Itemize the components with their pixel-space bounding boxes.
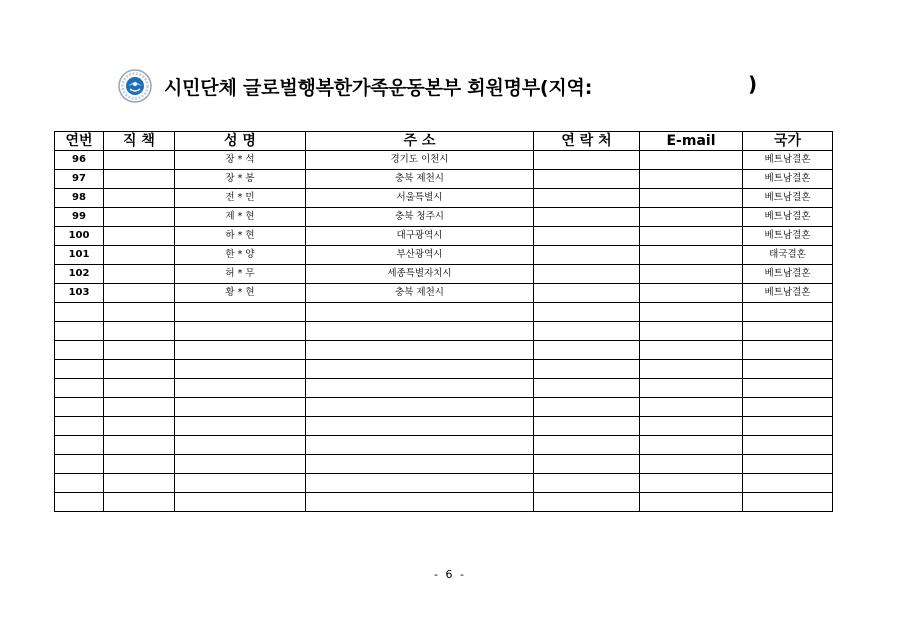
name-cell: 하 * 현 [175,227,306,246]
contact-cell [534,493,640,512]
email-cell [640,417,743,436]
address-cell [306,322,534,341]
role-cell [104,227,175,246]
address-cell: 부산광역시 [306,246,534,265]
name-cell: 한 * 양 [175,246,306,265]
empty-table-row [55,322,833,341]
email-cell [640,303,743,322]
country-cell [743,379,833,398]
contact-cell [534,322,640,341]
country-cell [743,493,833,512]
name-cell: 장 * 봉 [175,170,306,189]
role-cell [104,341,175,360]
contact-cell [534,474,640,493]
row-number [55,398,104,417]
name-cell [175,417,306,436]
address-cell [306,379,534,398]
role-cell [104,493,175,512]
role-cell [104,265,175,284]
table-row [55,265,833,284]
email-cell [640,189,743,208]
column-header: 연번 [55,132,104,151]
role-cell [104,189,175,208]
country-cell: 베트남결혼 [743,284,833,303]
row-number: 100 [55,227,104,246]
contact-cell [534,265,640,284]
address-cell: 서울특별시 [306,189,534,208]
table-body [55,151,833,512]
role-cell [104,436,175,455]
email-cell [640,151,743,170]
role-cell [104,170,175,189]
empty-table-row [55,417,833,436]
country-cell [743,360,833,379]
name-cell [175,303,306,322]
empty-table-row [55,474,833,493]
empty-table-row [55,303,833,322]
table-row [55,170,833,189]
table-header-row [55,132,833,151]
email-cell [640,493,743,512]
row-number [55,474,104,493]
address-cell [306,493,534,512]
empty-table-row [55,360,833,379]
role-cell [104,455,175,474]
row-number [55,436,104,455]
empty-table-row [55,379,833,398]
email-cell [640,360,743,379]
contact-cell [534,417,640,436]
name-cell [175,398,306,417]
address-cell: 충북 제천시 [306,170,534,189]
document-title-text: 시민단체 글로벌행복한가족운동본부 회원명부(지역: [164,76,593,99]
contact-cell [534,398,640,417]
email-cell [640,322,743,341]
name-cell: 장 * 석 [175,151,306,170]
role-cell [104,398,175,417]
address-cell [306,341,534,360]
row-number [55,379,104,398]
role-cell [104,284,175,303]
name-cell: 황 * 현 [175,284,306,303]
role-cell [104,474,175,493]
contact-cell [534,379,640,398]
row-number: 102 [55,265,104,284]
email-cell [640,284,743,303]
address-cell [306,303,534,322]
role-cell [104,322,175,341]
name-cell: 전 * 민 [175,189,306,208]
role-cell [104,208,175,227]
country-cell [743,455,833,474]
address-cell: 경기도 이천시 [306,151,534,170]
table-row [55,208,833,227]
contact-cell [534,189,640,208]
name-cell [175,436,306,455]
contact-cell [534,208,640,227]
country-cell: 베트남결혼 [743,227,833,246]
address-cell: 충북 제천시 [306,284,534,303]
name-cell: 제 * 현 [175,208,306,227]
column-header: E-mail [640,132,743,151]
column-header: 주 소 [306,132,534,151]
email-cell [640,227,743,246]
name-cell [175,455,306,474]
row-number [55,417,104,436]
contact-cell [534,246,640,265]
address-cell [306,474,534,493]
contact-cell [534,303,640,322]
country-cell: 베트남결혼 [743,208,833,227]
table-row [55,189,833,208]
address-cell [306,436,534,455]
country-cell [743,436,833,455]
email-cell [640,398,743,417]
country-cell: 베트남결혼 [743,151,833,170]
address-cell: 세종특별자치시 [306,265,534,284]
contact-cell [534,360,640,379]
name-cell [175,341,306,360]
name-cell [175,474,306,493]
email-cell [640,455,743,474]
empty-table-row [55,341,833,360]
role-cell [104,151,175,170]
email-cell [640,208,743,227]
name-cell [175,360,306,379]
address-cell: 대구광역시 [306,227,534,246]
email-cell [640,436,743,455]
address-cell [306,455,534,474]
name-cell [175,322,306,341]
email-cell [640,170,743,189]
column-header: 성 명 [175,132,306,151]
row-number [55,493,104,512]
role-cell [104,360,175,379]
address-cell: 충북 청주시 [306,208,534,227]
row-number: 98 [55,189,104,208]
row-number: 96 [55,151,104,170]
name-cell [175,379,306,398]
email-cell [640,246,743,265]
organization-logo-icon [118,69,152,103]
row-number [55,322,104,341]
email-cell [640,341,743,360]
row-number [55,360,104,379]
contact-cell [534,170,640,189]
row-number: 97 [55,170,104,189]
table-row [55,227,833,246]
row-number: 99 [55,208,104,227]
role-cell [104,303,175,322]
country-cell: 베트남결혼 [743,265,833,284]
country-cell [743,322,833,341]
name-cell [175,493,306,512]
row-number [55,303,104,322]
role-cell [104,417,175,436]
table-row [55,246,833,265]
address-cell [306,360,534,379]
column-header: 직 책 [104,132,175,151]
email-cell [640,379,743,398]
empty-table-row [55,455,833,474]
row-number [55,341,104,360]
member-roster-table [54,131,833,512]
email-cell [640,474,743,493]
contact-cell [534,284,640,303]
email-cell [640,265,743,284]
empty-table-row [55,436,833,455]
contact-cell [534,341,640,360]
contact-cell [534,227,640,246]
table-row [55,284,833,303]
address-cell [306,398,534,417]
country-cell [743,417,833,436]
name-cell: 허 * 무 [175,265,306,284]
country-cell: 태국결혼 [743,246,833,265]
document-title-close: ) [748,72,758,96]
address-cell [306,417,534,436]
contact-cell [534,455,640,474]
row-number [55,455,104,474]
table-row [55,151,833,170]
document-title [118,68,592,104]
role-cell [104,246,175,265]
empty-table-row [55,398,833,417]
empty-table-row [55,493,833,512]
row-number: 103 [55,284,104,303]
country-cell [743,303,833,322]
country-cell: 베트남결혼 [743,170,833,189]
country-cell [743,398,833,417]
page-number: - 6 - [434,568,466,581]
row-number: 101 [55,246,104,265]
country-cell [743,341,833,360]
contact-cell [534,151,640,170]
column-header: 연 락 처 [534,132,640,151]
country-cell: 베트남결혼 [743,189,833,208]
column-header: 국가 [743,132,833,151]
contact-cell [534,436,640,455]
role-cell [104,379,175,398]
country-cell [743,474,833,493]
